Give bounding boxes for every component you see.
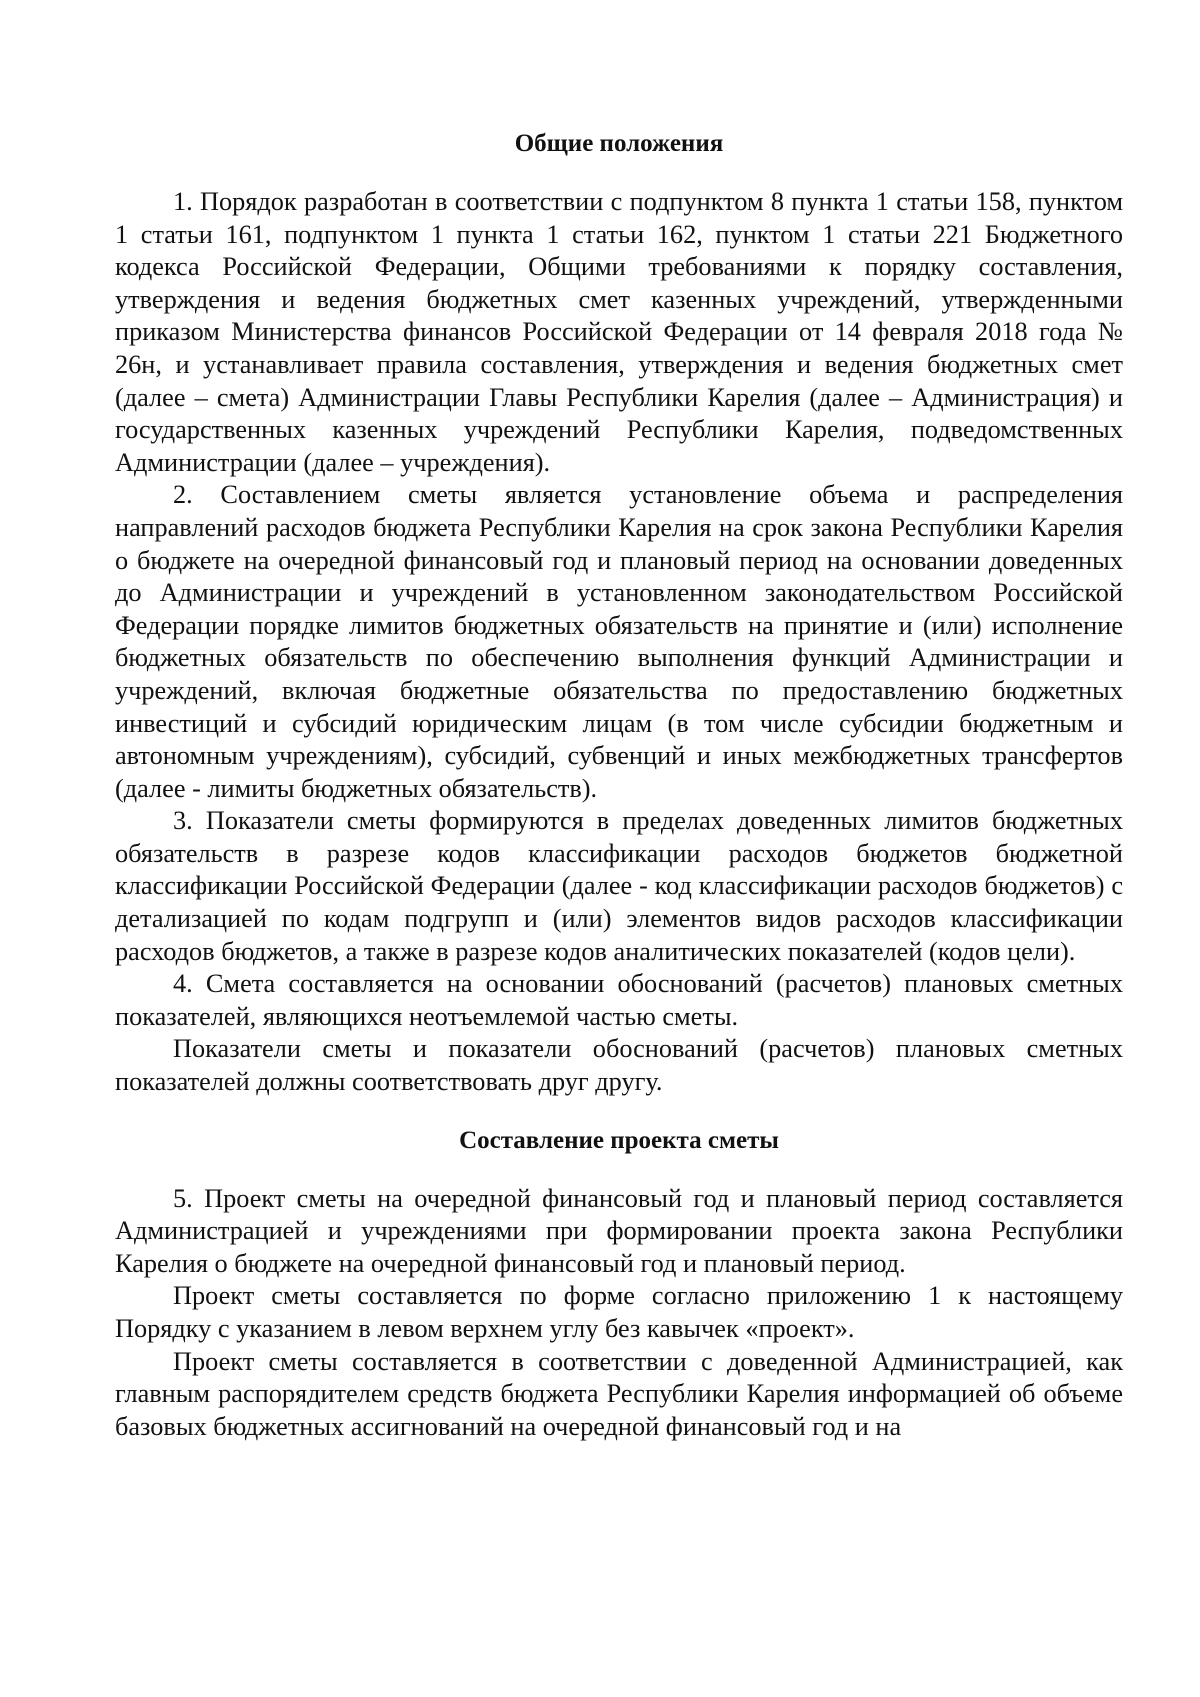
paragraph-2: 2. Составлением сметы является установление объема и распределения направлений расходов бюджета Республики Карелия на срок закона Республики Карелия о бюджете на очередной финансовый год и плановый период на основании доведенных до Администрации и учреждений в установленном законодательством Российской Федерации порядке лимитов бюджетных обязательств на принятие и (или) исполнение бюджетных обязательств по обеспечению выполнения функций Администрации и учреждений, включая бюджетные обязательства по предоставлению бюджетных инвестиций и субсидий юридическим лицам (в том числе субсидии бюджетным и автономным учреждениям), субсидий, субвенций и иных межбюджетных трансфертов (далее - лимиты бюджетных обязательств).	[115, 480, 1123, 803]
document-page	[115, 128, 1123, 1443]
section-title-draft-estimate: Составление проекта сметы	[459, 1126, 779, 1154]
section-title-general-provisions: Общие положения	[514, 130, 724, 157]
paragraph-5-form: Проект сметы составляется по форме согласно приложению 1 к настоящему Порядку с указанием в левом верхнем углу без кавычек «проект».	[115, 1281, 1123, 1343]
paragraph-1: 1. Порядок разработан в соответствии с подпунктом 8 пункта 1 статьи 158, пунктом 1 статьи 161, подпунктом 1 пункта 1 статьи 162, пунктом 1 статьи 221 Бюджетного кодекса Российской Федерации, Общими требованиями к порядку составления, утверждения и ведения бюджетных смет казенных учреждений, утвержденными приказом Министерства финансов Российской Федерации от 14 февраля 2018 года № 26н, и устанавливает правила составления, утверждения и ведения бюджетных смет (далее – смета) Администрации Главы Республики Карелия (далее – Администрация) и государственных казенных учреждений Республики Карелия, подведомственных Администрации (далее – учреждения).	[115, 187, 1123, 477]
paragraph-5: 5. Проект сметы на очередной финансовый год и плановый период составляется Администрацией и учреждениями при формировании проекта закона Республики Карелия о бюджете на очередной финансовый год и плановый период.	[115, 1183, 1123, 1278]
paragraph-4: 4. Смета составляется на основании обоснований (расчетов) плановых сметных показателей, являющихся неотъемлемой частью сметы.	[115, 969, 1123, 1031]
paragraph-5-basis: Проект сметы составляется в соответствии с доведенной Администрацией, как главным распорядителем средств бюджета Республики Карелия информацией об объеме базовых бюджетных ассигнований на очередной финансовый год и на	[115, 1346, 1123, 1441]
paragraph-3: 3. Показатели сметы формируются в пределах доведенных лимитов бюджетных обязательств в разрезе кодов классификации расходов бюджетов бюджетной классификации Российской Федерации (далее - код классификации расходов бюджетов) с детализацией по кодам подгрупп и (или) элементов видов расходов классификации расходов бюджетов, а также в разрезе кодов аналитических показателей (кодов цели).	[115, 806, 1123, 966]
paragraph-4-continuation: Показатели сметы и показатели обоснований (расчетов) плановых сметных показателей должны соответствовать друг другу.	[115, 1034, 1123, 1097]
